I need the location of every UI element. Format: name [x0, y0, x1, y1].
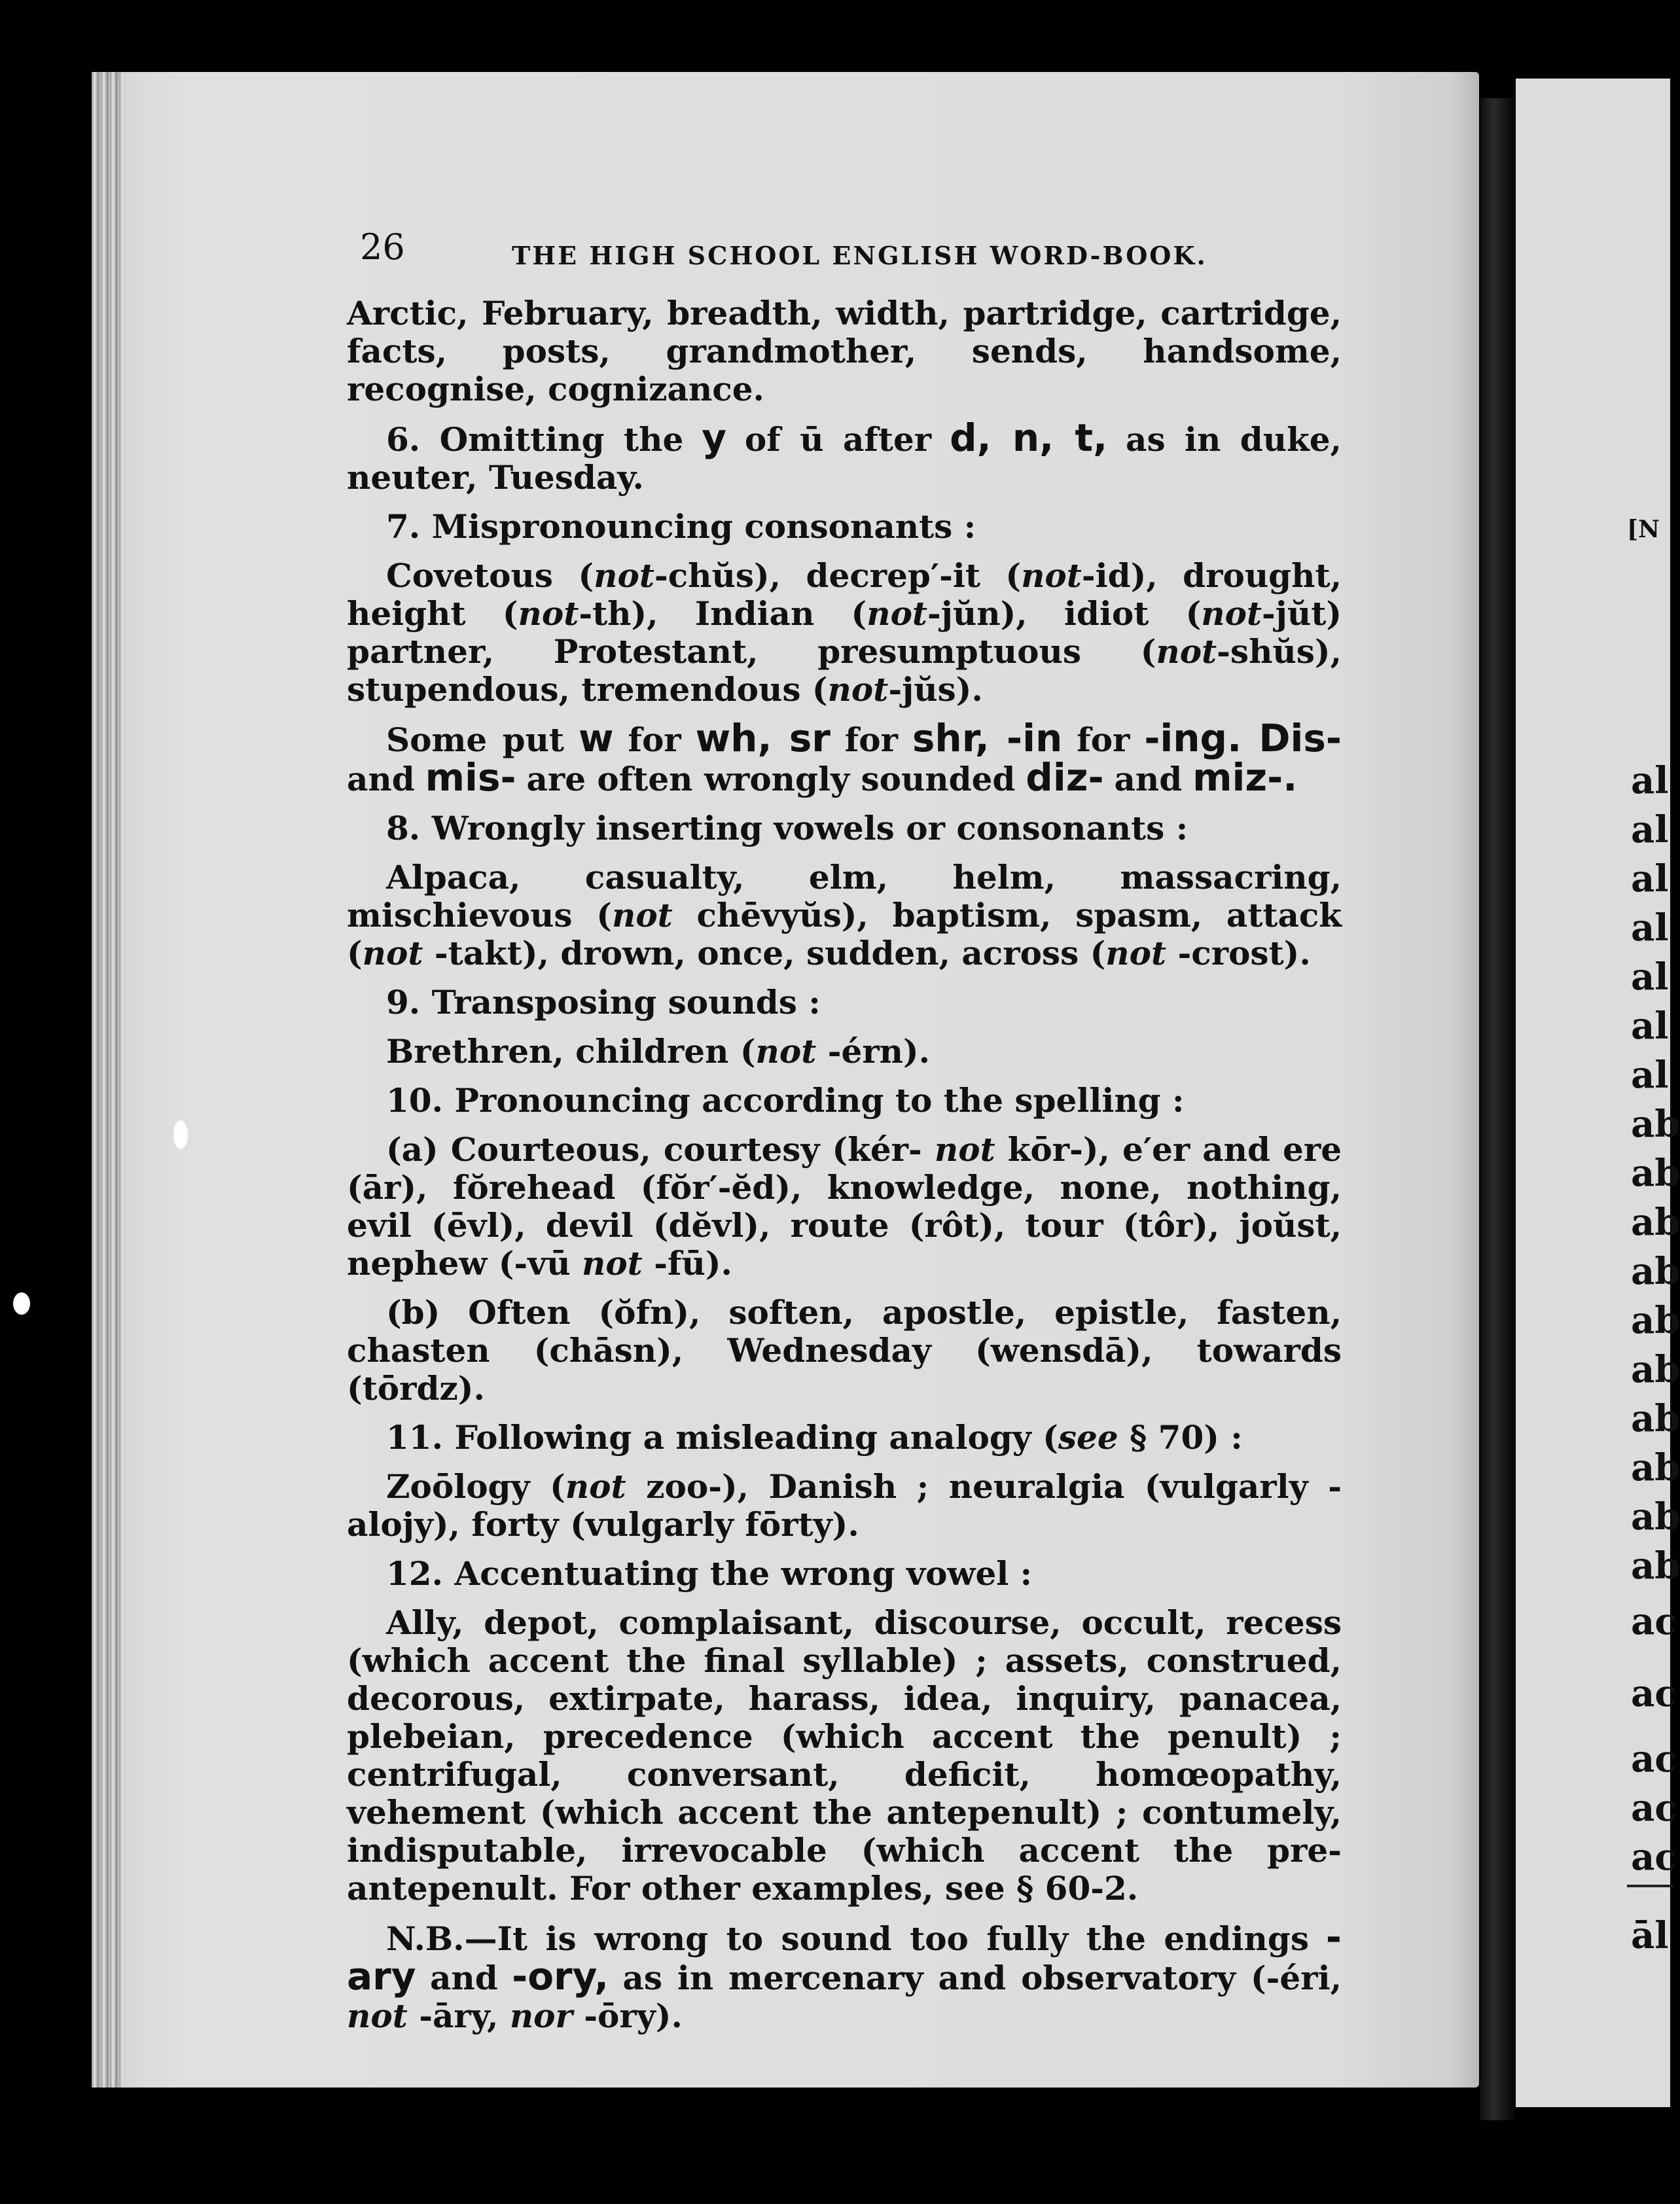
rule-7-heading: 7. Mispronouncing consonants :	[386, 507, 976, 546]
next-page-header-fragment: [N	[1627, 516, 1660, 543]
rule-6: 6. Omitting the y of ū after d, n, t, as in duke, neuter, Tuesday.	[347, 416, 1342, 497]
rule-8-heading: 8. Wrongly inserting vowels or consonants :	[386, 809, 1189, 847]
next-page-fragment: ab	[1631, 1201, 1680, 1244]
rule-12-examples: Ally, depot, complaisant, discourse, occult, recess (which accent the final syllable) ; assets, construed, decorous, extirpate, harass, idea, inquiry, panacea, plebeian, precedence (which accent the penult) ; centrifugal, conversant, deficit, homœopathy, vehement (which accent the antepenult) ; contumely, indisputable, irrevocable (which accent the pre-antepenult. For other examples, see § 60-2.	[347, 1603, 1342, 1908]
next-page-fragment: ac	[1631, 1737, 1677, 1781]
running-title: THE HIGH SCHOOL ENGLISH WORD-BOOK.	[512, 241, 1207, 270]
next-page-fragment: al	[1631, 1004, 1669, 1048]
next-page-fragment: al	[1631, 857, 1669, 900]
paragraph-continuation: Arctic, February, breadth, width, partridge, cartridge, facts, posts, grandmother, sends, handsome, recognise, cognizance.	[347, 294, 1342, 408]
rule-8-examples: Alpaca, casualty, elm, helm, massacring, mischievous (not chēvyŭs), baptism, spasm, attack (not -takt), drown, once, sudden, across (not -crost).	[347, 858, 1342, 972]
rule-10-b: (b) Often (ŏfn), soften, apostle, epistle, fasten, chasten (chāsn), Wednesday (wensdā), towards (tōrdz).	[347, 1293, 1342, 1408]
page-body	[347, 294, 1342, 2046]
next-page-fragment: ab	[1631, 1348, 1680, 1391]
rule-11-heading: 11. Following a misleading analogy (see § 70) :	[386, 1418, 1243, 1457]
nota-bene: N.B.—It is wrong to sound too fully the endings -ary and -ory, as in mercenary and observatory (-éri, not -āry, nor -ōry).	[347, 1915, 1342, 2035]
rule-7-note: Some put w for wh, sr for shr, -in for -ing. Dis- and mis- are often wrongly sounded diz- and miz-.	[347, 716, 1342, 800]
page-number: 26	[360, 226, 405, 268]
next-page-fragment: ac	[1631, 1672, 1677, 1715]
next-page-fragment: ac	[1631, 1600, 1677, 1643]
rule-7-examples: Covetous (not-chŭs), decrep′-it (not-id), drought, height (not-th), Indian (not-jŭn), idiot (not-jŭt) partner, Protestant, presumptuous (not-shŭs), stupendous, tremendous (not-jŭs).	[347, 556, 1342, 709]
next-page-footnote-rule	[1627, 1885, 1673, 1887]
next-page-fragment: al	[1631, 808, 1669, 851]
next-page-fragment: ab	[1631, 1495, 1680, 1538]
rule-10-a: (a) Courteous, courtesy (kér- not kōr-), e′er and ere (ār), fŏrehead (fŏr′-ĕd), knowledge, none, nothing, evil (ēvl), devil (dĕvl), route (rôt), tour (tôr), joŭst, nephew (-vū not -fū).	[347, 1130, 1342, 1283]
next-page-fragment: al	[1631, 759, 1669, 802]
rule-10-heading: 10. Pronouncing according to the spelling :	[386, 1081, 1185, 1120]
next-page-bottom-fragment: āl	[1631, 1914, 1669, 1957]
next-page-fragment: ab	[1631, 1544, 1680, 1588]
book-gutter	[1480, 98, 1514, 2120]
rule-11-examples: Zoōlogy (not zoo-), Danish ; neuralgia (vulgarly -alojy), forty (vulgarly fōrty).	[347, 1467, 1342, 1544]
next-page-fragment: al	[1631, 955, 1669, 999]
page-edge-stack	[92, 72, 123, 2088]
scan-speck	[13, 1292, 30, 1315]
next-page-fragment: ab	[1631, 1397, 1680, 1440]
scan-speck	[173, 1120, 188, 1149]
next-page-fragment: al	[1631, 906, 1669, 950]
next-page-fragment: ab	[1631, 1299, 1680, 1342]
next-page-fragment: ab	[1631, 1103, 1680, 1146]
next-page-fragment: ab	[1631, 1446, 1680, 1489]
book-page-right-fragment	[1516, 79, 1680, 2107]
rule-12-heading: 12. Accentuating the wrong vowel :	[386, 1554, 1033, 1593]
next-page-fragment: ac	[1631, 1786, 1677, 1830]
next-page-fragment: ab	[1631, 1152, 1680, 1195]
next-page-fragment: ab	[1631, 1250, 1680, 1293]
next-page-fragment: al	[1631, 1054, 1669, 1097]
next-page-fragment: ac	[1631, 1836, 1677, 1879]
rule-9-heading: 9. Transposing sounds :	[386, 983, 821, 1022]
rule-9-examples: Brethren, children (not -érn).	[386, 1032, 931, 1071]
